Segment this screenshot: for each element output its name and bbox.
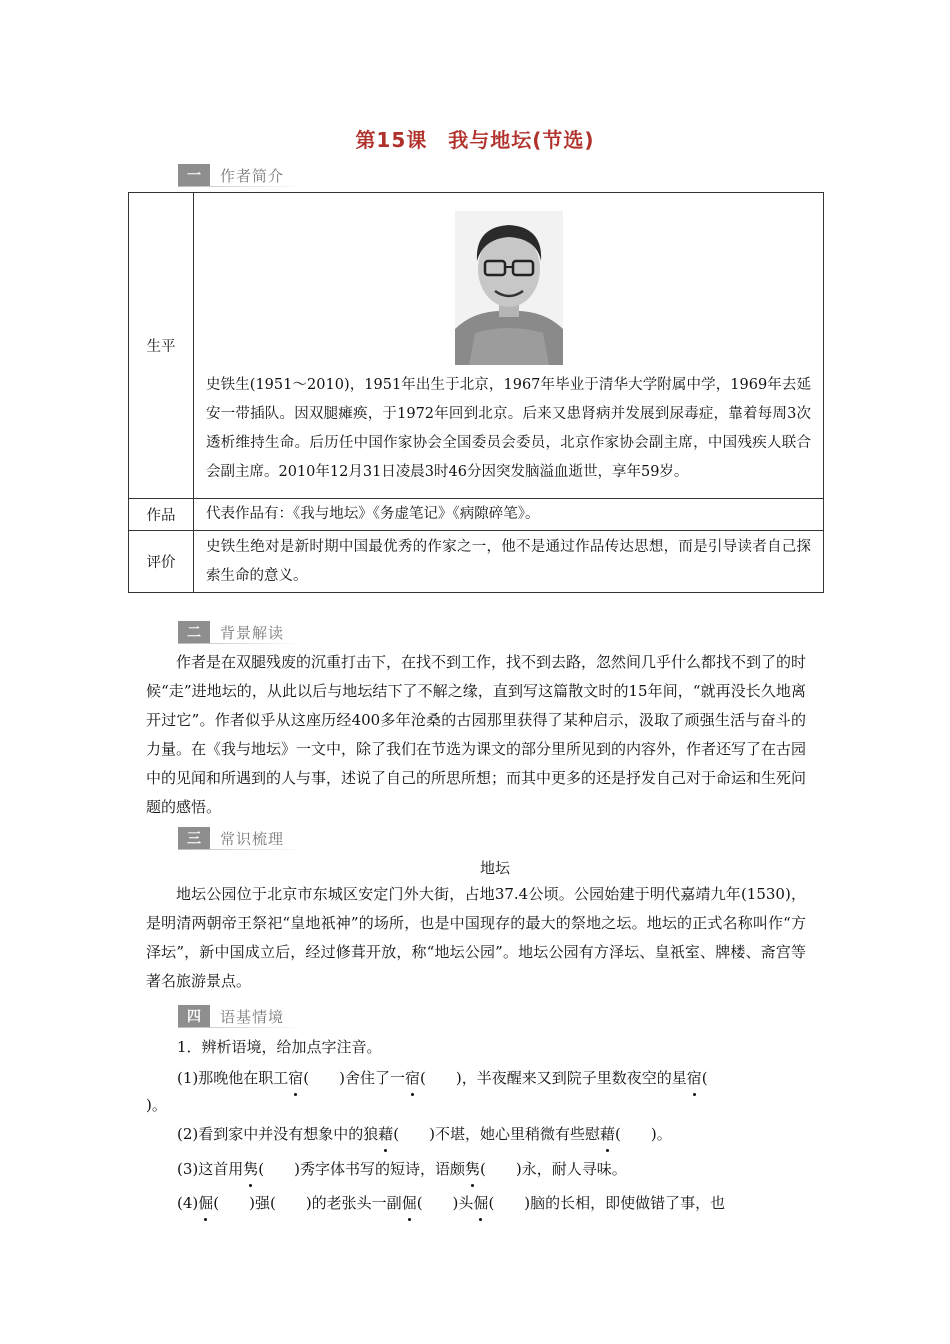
- dotted-char: 倔: [473, 1189, 488, 1218]
- dotted-char: 藉: [378, 1120, 393, 1149]
- exercise-question-2: [177, 1120, 807, 1149]
- author-portrait-image: [455, 211, 563, 365]
- section-label: 背景解读: [220, 623, 285, 642]
- question-text: (1)那晚他在职工: [177, 1069, 289, 1087]
- question-text: ( )舍住了一: [303, 1069, 405, 1087]
- question-text: ( )脑的长相，即使做错了事，也: [488, 1194, 726, 1212]
- question-text: ( )。: [615, 1125, 672, 1143]
- question-text: )。: [146, 1096, 167, 1114]
- section-header-background: [178, 620, 284, 644]
- section-underline: [178, 849, 303, 850]
- dotted-char: 倔: [198, 1189, 213, 1218]
- question-text: ( )不堪，她心里稍微有些慰: [393, 1125, 600, 1143]
- question-text: (4): [177, 1194, 199, 1212]
- question-text: ( )头: [416, 1194, 474, 1212]
- section-underline: [178, 643, 303, 644]
- cell-label-zuopin: 作品: [129, 499, 194, 531]
- exercise-question-1: [177, 1064, 813, 1093]
- dotted-char: 藉: [600, 1120, 615, 1149]
- section-number: 三: [178, 827, 210, 849]
- section-underline: [178, 186, 303, 187]
- question-text: (2)看到家中并没有想象中的狼: [177, 1125, 379, 1143]
- knowledge-heading: 地坛: [479, 859, 510, 877]
- question-text: ( )永，耐人寻味。: [480, 1160, 627, 1178]
- table-row: [129, 499, 824, 531]
- cell-label-pingjia: 评价: [129, 531, 194, 593]
- exercise-question-3: [177, 1155, 807, 1184]
- question-text: ( )秀字体书写的短诗，语颇: [258, 1160, 465, 1178]
- background-paragraph: 作者是在双腿残废的沉重打击下，在找不到工作，找不到去路，忽然间几乎什么都找不到了的时候“走”进地坛的，从此以后与地坛结下了不解之缘，直到写这篇散文时的15年间，“就再没长久地离开过它”。作者似乎从这座历经400多年沧桑的古园那里获得了某种启示，汲取了顽强生活与奋斗的力量。在《我与地坛》一文中，除了我们在节选为课文的部分里所见到的内容外，作者还写了在古园中的见闻和所遇到的人与事，述说了自己的所思所想；而其中更多的还是抒发自己对于命运和生死问题的感悟。: [146, 653, 807, 816]
- shengping-text: 史铁生(1951～2010)，1951年出生于北京，1967年毕业于清华大学附属中学，1969年去延安一带插队。因双腿瘫痪，于1972年回到北京。后来又患肾病并发展到尿毒症，靠着每周3次透析维持生命。后历任中国作家协会全国委员会委员，北京作家协会副主席，中国残疾人联合会副主席。2010年12月31日凌晨3时46分因突发脑溢血逝世，享年59岁。: [206, 376, 811, 480]
- dotted-char: 倔: [402, 1189, 417, 1218]
- cell-shengping: [194, 193, 824, 499]
- section-number: 四: [178, 1005, 210, 1027]
- author-table: [128, 192, 824, 593]
- exercise-instruction: 1．辨析语境，给加点字注音。: [177, 1038, 382, 1056]
- question-text: ( )强( )的老张头一副: [213, 1194, 402, 1212]
- section-number: 一: [178, 164, 210, 186]
- dotted-char: 宿: [687, 1064, 702, 1093]
- section-label: 作者简介: [220, 166, 285, 185]
- table-row: [129, 531, 824, 593]
- page-title: 第15课 我与地坛(节选): [355, 128, 595, 152]
- exercise-question-4: [177, 1189, 807, 1218]
- dotted-char: 宿: [288, 1064, 303, 1093]
- section-header-author: [178, 163, 284, 187]
- knowledge-paragraph: 地坛公园位于北京市东城区安定门外大街，占地37.4公顷。公园始建于明代嘉靖九年(1530)，是明清两朝帝王祭祀“皇地祇神”的场所，也是中国现存的最大的祭地之坛。地坛的正式名称叫作“方泽坛”，新中国成立后，经过修葺开放，称“地坛公园”。地坛公园有方泽坛、皇祇室、牌楼、斋宫等著名旅游景点。: [146, 885, 806, 990]
- dotted-char: 隽: [465, 1155, 480, 1184]
- section-header-knowledge: [178, 826, 284, 850]
- section-number: 二: [178, 621, 210, 643]
- section-header-language: [178, 1004, 284, 1028]
- dotted-char: 宿: [405, 1064, 420, 1093]
- question-text: (3)这首用: [177, 1160, 244, 1178]
- author-portrait: [455, 211, 563, 365]
- section-label: 语基情境: [220, 1007, 285, 1026]
- question-text: (: [701, 1069, 708, 1087]
- section-label: 常识梳理: [220, 829, 285, 848]
- cell-pingjia: 史铁生绝对是新时期中国最优秀的作家之一，他不是通过作品传达思想，而是引导读者自己探索生命的意义。: [194, 531, 824, 593]
- exercise-question-1-cont: [146, 1091, 776, 1120]
- cell-zuopin: 代表作品有：《我与地坛》《务虚笔记》《病隙碎笔》。: [194, 499, 824, 531]
- table-row: [129, 193, 824, 499]
- cell-label-shengping: 生平: [129, 193, 194, 499]
- question-text: ( )，半夜醒来又到院子里数夜空的星: [420, 1069, 687, 1087]
- dotted-char: 隽: [243, 1155, 258, 1184]
- section-underline: [178, 1027, 303, 1028]
